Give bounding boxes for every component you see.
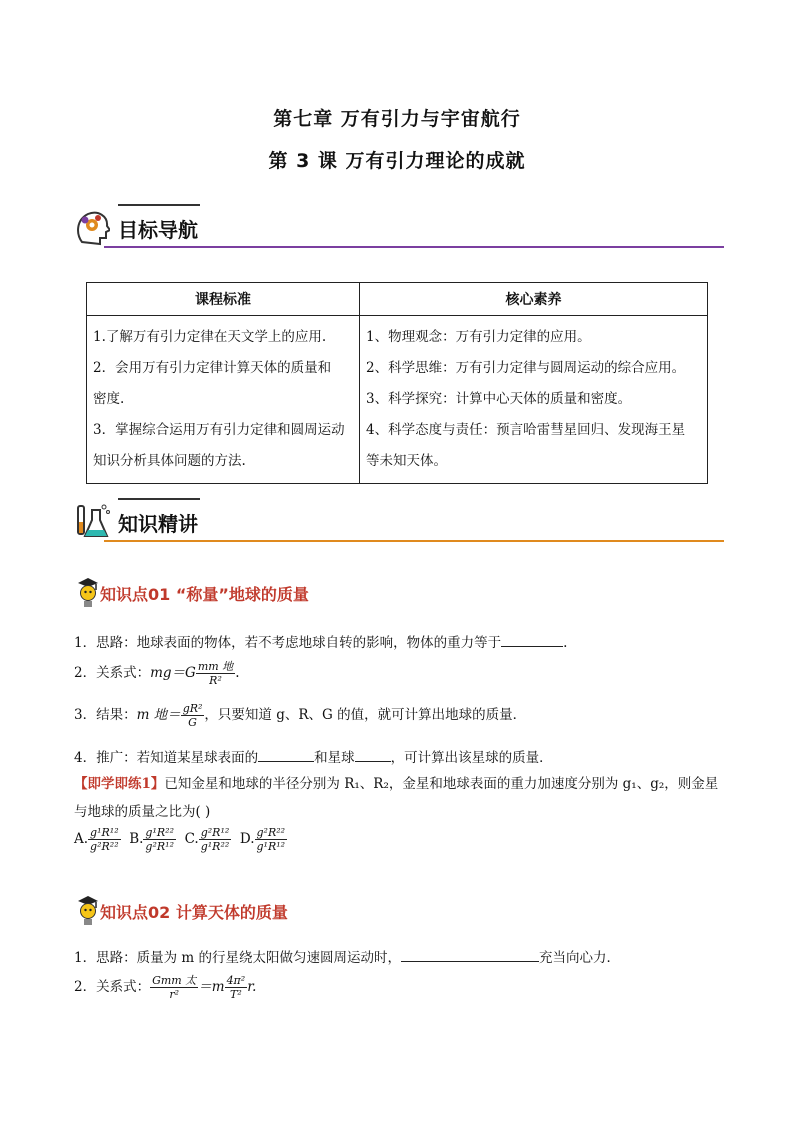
literacy-line: 2、科学思维：万有引力定律与圆周运动的综合应用。 — [366, 360, 686, 376]
fraction-numerator: g²R¹² — [200, 826, 230, 839]
kp1-line-4 — [74, 746, 553, 766]
fraction-denominator: T² — [230, 988, 242, 1001]
fraction-denominator: g²R¹² — [145, 840, 174, 853]
lesson-title: 第 3 课 万有引力理论的成就 — [268, 150, 526, 172]
standard-line: 1.了解万有引力定律在天文学上的应用. — [93, 329, 327, 345]
lightbulb-graduate-icon — [74, 576, 102, 610]
answer-blank — [258, 747, 314, 762]
option-letter: D. — [239, 831, 255, 847]
section-goals-label: 目标导航 — [118, 218, 198, 242]
text: 充当向心力． — [538, 950, 620, 966]
practice-tag: 【即学即练1】 — [74, 776, 165, 792]
option-a[interactable] — [74, 826, 121, 853]
fraction-numerator: g²R²² — [256, 826, 286, 839]
standard-line: 密度. — [93, 391, 125, 407]
text: 1．思路：质量为 m 的行星绕太阳做匀速圆周运动时， — [74, 950, 401, 966]
option-letter: B. — [129, 831, 144, 847]
text: 2．关系式： — [74, 665, 151, 681]
kp1-line-1 — [74, 631, 567, 651]
literacy-line: 等未知天体。 — [366, 453, 447, 469]
option-letter: C. — [184, 831, 199, 847]
kp1-line-3 — [74, 702, 526, 729]
kp1-line-2 — [74, 660, 239, 687]
fraction-denominator: g²R²² — [90, 840, 119, 853]
text: ，可计算出该星球的质量． — [390, 750, 553, 766]
literacy-line: 4、科学态度与责任：预言哈雷彗星回归、发现海王星 — [366, 422, 686, 438]
option-letter: A. — [74, 831, 89, 847]
knowledge-point-1-title: 知识点01 “称量”地球的质量 — [100, 585, 309, 604]
fraction-numerator: g¹R²² — [145, 826, 174, 839]
formula-fraction — [225, 974, 248, 1001]
kp2-line-1 — [74, 946, 620, 966]
lab-flask-icon — [74, 502, 112, 540]
formula-text: ＝m — [198, 979, 225, 995]
option-b[interactable] — [129, 826, 176, 853]
option-d[interactable] — [239, 826, 287, 853]
section-goals-header — [74, 208, 724, 248]
fraction-denominator: g¹R¹² — [256, 840, 286, 853]
answer-blank — [355, 747, 391, 762]
standard-line: 知识分析具体问题的方法. — [93, 453, 246, 469]
literacy-cell — [360, 316, 708, 484]
section-knowledge-header — [74, 502, 724, 542]
chapter-title: 第七章 万有引力与宇宙航行 — [273, 108, 521, 130]
knowledge-point-2-title: 知识点02 计算天体的质量 — [100, 903, 288, 922]
text: 1．思路：地球表面的物体，若不考虑地球自转的影响，物体的重力等于 — [74, 635, 502, 651]
col-header-standards: 课程标准 — [87, 283, 360, 316]
text: 和星球 — [314, 750, 355, 766]
text: 4．推广：若知道某星球表面的 — [74, 750, 259, 766]
standard-line: 2．会用万有引力定律计算天体的质量和 — [93, 360, 332, 376]
text: . — [235, 665, 240, 681]
fraction-denominator: R² — [209, 674, 222, 687]
practice-1-options — [74, 826, 287, 853]
option-c[interactable] — [184, 826, 232, 853]
section-knowledge-label: 知识精讲 — [118, 512, 198, 536]
head-gears-icon — [74, 208, 110, 246]
fraction-numerator: Gmm 太 — [152, 974, 197, 987]
fraction-numerator: g¹R¹² — [90, 826, 119, 839]
fraction-denominator: r² — [169, 988, 179, 1001]
literacy-line: 3、科学探究：计算中心天体的质量和密度。 — [366, 391, 632, 407]
formula-fraction — [196, 660, 235, 687]
text: 3．结果： — [74, 707, 137, 723]
text: 与地球的质量之比为( ) — [74, 804, 211, 820]
answer-blank — [501, 632, 563, 647]
formula-text: mg＝G — [150, 665, 196, 681]
formula-fraction — [150, 974, 198, 1001]
standards-table — [86, 282, 708, 484]
kp2-line-2 — [74, 974, 256, 1001]
formula-text: r. — [247, 979, 257, 995]
standards-cell — [87, 316, 360, 484]
standard-line: 3．掌握综合运用万有引力定律和圆周运动 — [93, 422, 345, 438]
fraction-numerator: 4π² — [226, 974, 246, 987]
fraction-numerator: gR² — [182, 702, 203, 715]
text: . — [563, 635, 568, 651]
text: ，只要知道 g、R、G 的值，就可计算出地球的质量． — [204, 707, 527, 723]
option-fraction — [255, 826, 288, 853]
practice-1-line-1 — [74, 772, 718, 792]
col-header-literacy: 核心素养 — [360, 283, 708, 316]
practice-1-line-2 — [74, 800, 210, 820]
literacy-line: 1、物理观念：万有引力定律的应用。 — [366, 329, 591, 345]
text: 2．关系式： — [74, 979, 151, 995]
fraction-denominator: G — [188, 716, 197, 729]
fraction-numerator: mm 地 — [197, 660, 234, 673]
option-fraction — [88, 826, 121, 853]
fraction-denominator: g¹R²² — [200, 840, 230, 853]
text: 已知金星和地球的半径分别为 R₁、R₂，金星和地球表面的重力加速度分别为 g₁、g₂，则金星 — [164, 776, 719, 792]
lightbulb-graduate-icon — [74, 894, 102, 928]
option-fraction — [143, 826, 176, 853]
formula-text: m 地＝ — [136, 707, 181, 723]
option-fraction — [199, 826, 232, 853]
answer-blank — [401, 947, 539, 962]
formula-fraction — [181, 702, 205, 729]
